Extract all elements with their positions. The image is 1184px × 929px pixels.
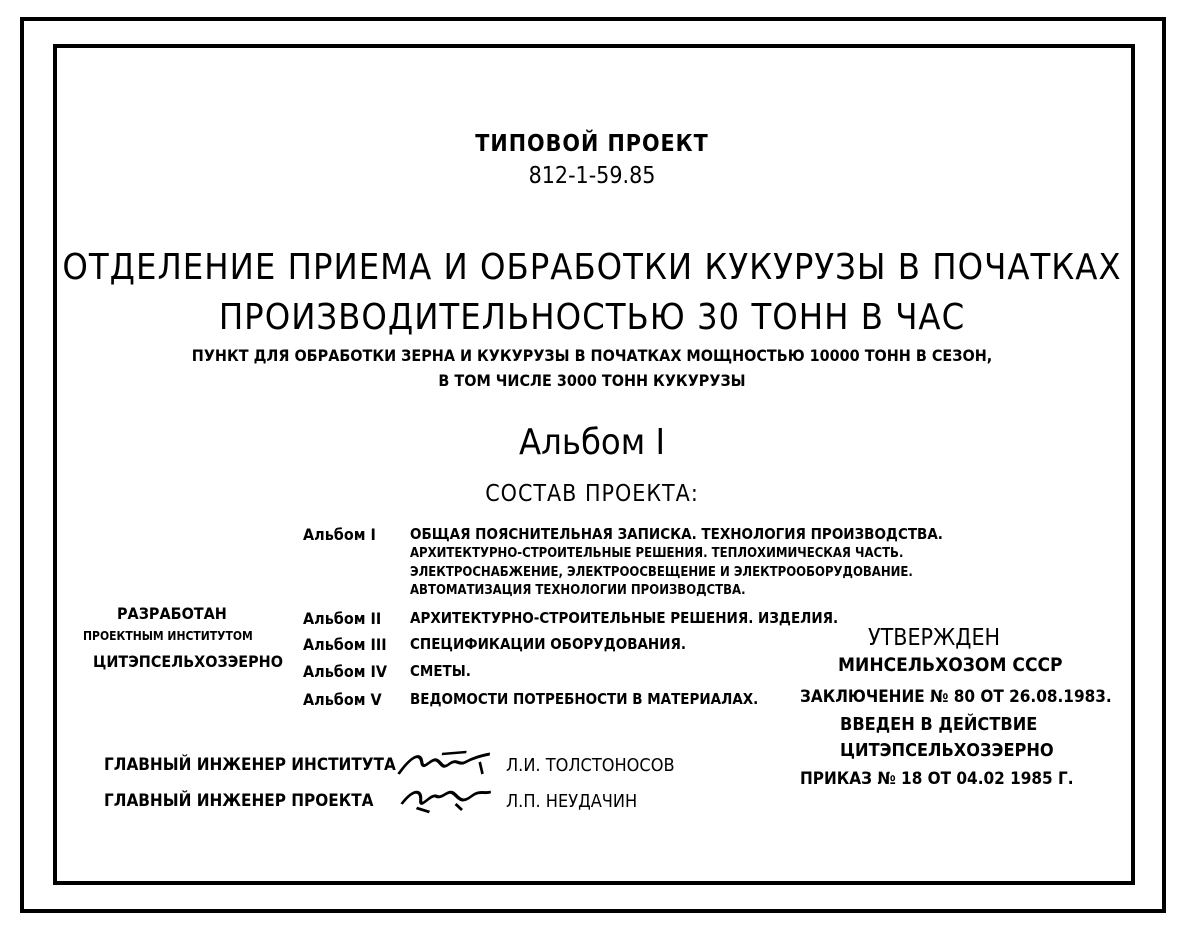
album-label: Альбом IV — [303, 662, 387, 681]
handwritten-signature — [393, 782, 496, 823]
developer-institute-name: ЦИТЭПСЕЛЬХОЗЭЕРНО — [93, 652, 283, 671]
album-label: Альбом III — [303, 635, 387, 654]
developer-institute-caption: ПРОЕКТНЫМ ИНСТИТУТОМ — [83, 629, 253, 643]
album-description: АРХИТЕКТУРНО-СТРОИТЕЛЬНЫЕ РЕШЕНИЯ. ИЗДЕЛИЯ. — [410, 609, 839, 627]
album-label: Альбом V — [303, 690, 382, 709]
approval-conclusion: ЗАКЛЮЧЕНИЕ № 80 ОТ 26.08.1983. — [800, 687, 1112, 707]
album-description: СМЕТЫ. — [410, 662, 471, 680]
developer-label: РАЗРАБОТАН — [117, 604, 227, 623]
signature-role: ГЛАВНЫЙ ИНЖЕНЕР ПРОЕКТА — [104, 791, 374, 811]
album-description: ЭЛЕКТРОСНАБЖЕНИЕ, ЭЛЕКТРООСВЕЩЕНИЕ И ЭЛЕКТРООБОРУДОВАНИЕ. — [410, 565, 913, 580]
signature-role: ГЛАВНЫЙ ИНЖЕНЕР ИНСТИТУТА — [104, 755, 396, 775]
subtitle-line1: ПУНКТ ДЛЯ ОБРАБОТКИ ЗЕРНА И КУКУРУЗЫ В ПОЧАТКАХ МОЩНОСТЬЮ 10000 ТОНН В СЕЗОН, — [191, 346, 993, 365]
project-number: 812-1-59.85 — [528, 163, 656, 189]
signatory-name: Л.П. НЕУДАЧИН — [506, 791, 638, 812]
main-title-line1: ОТДЕЛЕНИЕ ПРИЕМА И ОБРАБОТКИ КУКУРУЗЫ В ПОЧАТКАХ — [62, 247, 1122, 288]
main-title-line2: ПРОИЗВОДИТЕЛЬНОСТЬЮ 30 ТОНН В ЧАС — [218, 297, 966, 338]
album-description: АРХИТЕКТУРНО-СТРОИТЕЛЬНЫЕ РЕШЕНИЯ. ТЕПЛОХИМИЧЕСКАЯ ЧАСТЬ. — [410, 546, 904, 561]
enacted-by: ЦИТЭПСЕЛЬХОЗЭЕРНО — [840, 740, 1054, 761]
album-description: ОБЩАЯ ПОЯСНИТЕЛЬНАЯ ЗАПИСКА. ТЕХНОЛОГИЯ ПРОИЗВОДСТВА. — [410, 525, 943, 543]
project-type-label: ТИПОВОЙ ПРОЕКТ — [475, 131, 709, 157]
album-description: СПЕЦИФИКАЦИИ ОБОРУДОВАНИЯ. — [410, 635, 687, 653]
contents-heading: СОСТАВ ПРОЕКТА: — [485, 481, 699, 507]
approved-label: УТВЕРЖДЕН — [868, 625, 1001, 651]
album-title: Альбом I — [519, 422, 665, 463]
signatory-name: Л.И. ТОЛСТОНОСОВ — [506, 755, 675, 776]
album-description: ВЕДОМОСТИ ПОТРЕБНОСТИ В МАТЕРИАЛАХ. — [410, 690, 759, 708]
album-label: Альбом II — [303, 609, 382, 628]
subtitle-line2: В ТОМ ЧИСЛЕ 3000 ТОНН КУКУРУЗЫ — [438, 371, 746, 390]
enacted-label: ВВЕДЕН В ДЕЙСТВИЕ — [840, 714, 1038, 735]
approved-by: МИНСЕЛЬХОЗОМ СССР — [838, 654, 1063, 676]
order-reference: ПРИКАЗ № 18 ОТ 04.02 1985 Г. — [800, 769, 1074, 789]
album-label: Альбом I — [303, 525, 376, 544]
album-description: АВТОМАТИЗАЦИЯ ТЕХНОЛОГИИ ПРОИЗВОДСТВА. — [410, 583, 746, 598]
